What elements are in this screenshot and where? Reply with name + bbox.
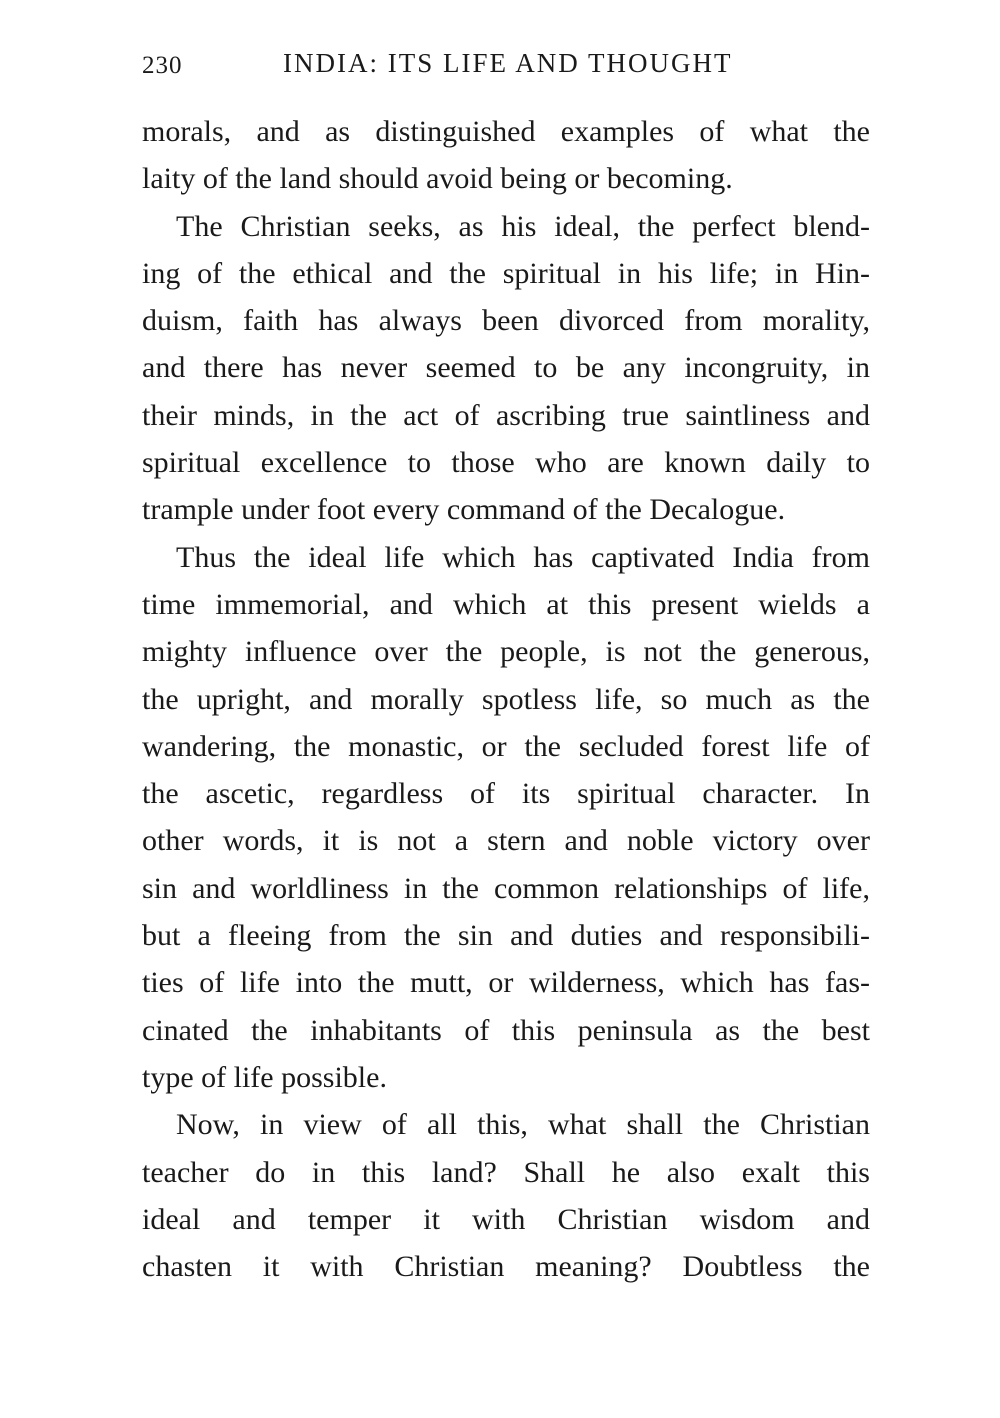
text-line: ties of life into the mutt, or wilderness, which has fas- (142, 966, 870, 1000)
text-line: The Christian seeks, as his ideal, the perfect blend- (176, 209, 870, 243)
text-line: the ascetic, regardless of its spiritual character. In (142, 777, 870, 811)
text-line: chasten it with Christian meaning? Doubtless the (142, 1250, 870, 1284)
text-line: cinated the inhabitants of this peninsula as the best (142, 1013, 870, 1047)
text-line: duism, faith has always been divorced from morality, (142, 304, 870, 338)
text-line: Now, in view of all this, what shall the Christian (176, 1108, 870, 1142)
running-head: INDIA: ITS LIFE AND THOUGHT (283, 48, 733, 78)
text-line: Thus the ideal life which has captivated India from (176, 540, 870, 574)
text-line: trample under foot every command of the Decalogue. (142, 493, 786, 527)
text-line: other words, it is not a stern and noble victory over (142, 824, 870, 858)
text-line: morals, and as distinguished examples of what the (142, 115, 870, 148)
text-line: sin and worldliness in the common relationships of life, (142, 871, 870, 905)
text-line: ideal and temper it with Christian wisdom and (142, 1202, 870, 1236)
text-line: ing of the ethical and the spiritual in his life; in Hin- (142, 256, 870, 290)
text-line: their minds, in the act of ascribing true saintliness and (142, 398, 870, 432)
text-line: and there has never seemed to be any incongruity, in (142, 351, 870, 385)
page-number: 230 (142, 52, 183, 79)
text-line: teacher do in this land? Shall he also exalt this (142, 1155, 870, 1189)
text-line: wandering, the monastic, or the secluded forest life of (142, 729, 870, 763)
text-line: laity of the land should avoid being or becoming. (142, 162, 733, 196)
text-line: the upright, and morally spotless life, so much as the (142, 682, 870, 716)
text-line: type of life possible. (142, 1060, 387, 1094)
text-line: time immemorial, and which at this present wields a (142, 587, 870, 621)
text-line: but a fleeing from the sin and duties and responsibili- (142, 919, 870, 953)
body-text (142, 108, 870, 1290)
text-line: mighty influence over the people, is not the generous, (142, 635, 870, 669)
text-line: spiritual excellence to those who are known daily to (142, 446, 870, 480)
